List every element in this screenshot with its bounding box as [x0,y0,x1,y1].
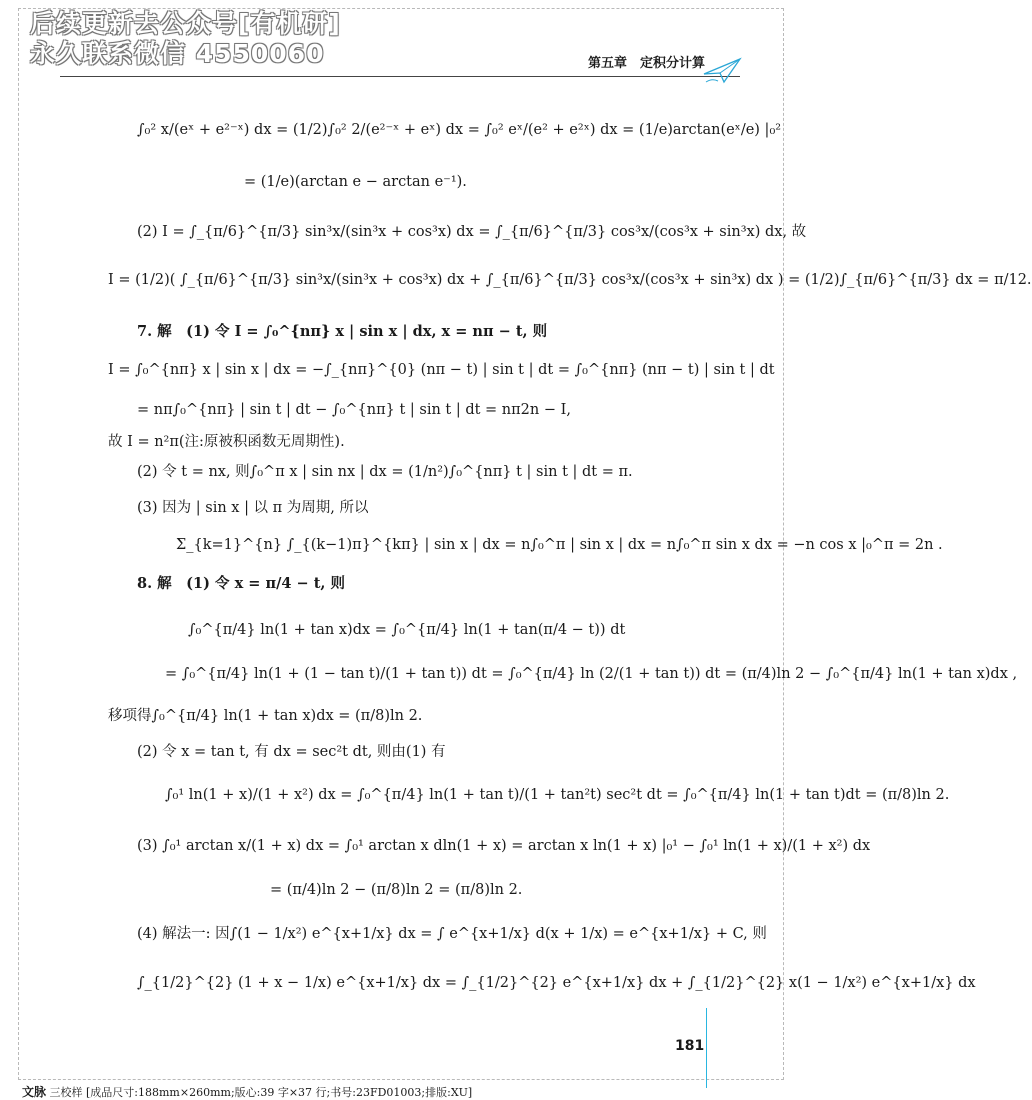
math-line: (3) 因为 | sin x | 以 π 为周期, 所以 [137,500,369,516]
print-footer [22,1083,472,1100]
paper-plane-icon [702,56,742,86]
footer-brand: 文脉 [22,1085,47,1099]
math-line: Σ_{k=1}^{n} ∫_{(k−1)π}^{kπ} | sin x | dx = n∫₀^π | sin x | dx = n∫₀^π sin x dx = −n cos x |₀^π = 2n . [176,537,943,553]
math-line: 8. 解 (1) 令 x = π/4 − t, 则 [137,575,346,592]
math-line: (4) 解法一: 因∫(1 − 1/x²) e^{x+1/x} dx = ∫ e^{x+1/x} d(x + 1/x) = e^{x+1/x} + C, 则 [137,926,767,942]
math-line: ∫₀¹ ln(1 + x)/(1 + x²) dx = ∫₀^{π/4} ln(1 + tan t)/(1 + tan²t) sec²t dt = ∫₀^{π/4} ln(1 + tan t)dt = (π/8)ln 2. [165,787,950,803]
math-line: 7. 解 (1) 令 I = ∫₀^{nπ} x | sin x | dx, x = nπ − t, 则 [137,323,548,340]
math-line: I = (1/2)( ∫_{π/6}^{π/3} sin³x/(sin³x + cos³x) dx + ∫_{π/6}^{π/3} cos³x/(cos³x + sin³x) dx ) = (1/2)∫_{π/6}^{π/3} dx = π/12. [108,272,1032,288]
page-number: 181 [675,1038,705,1054]
watermark-line-1: 后续更新去公众号[有机研] [30,9,341,38]
math-line: 移项得∫₀^{π/4} ln(1 + tan x)dx = (π/8)ln 2. [108,708,423,724]
math-line: = nπ∫₀^{nπ} | sin t | dt − ∫₀^{nπ} t | sin t | dt = nπ2n − I, [137,402,571,418]
math-line: (2) 令 t = nx, 则∫₀^π x | sin nx | dx = (1/n²)∫₀^{nπ} t | sin t | dt = π. [137,464,633,480]
math-line: = (π/4)ln 2 − (π/8)ln 2 = (π/8)ln 2. [270,882,523,898]
math-line: 故 I = n²π(注:原被积函数无周期性). [108,434,345,450]
margin-marker-line [706,1008,707,1088]
math-line: (2) I = ∫_{π/6}^{π/3} sin³x/(sin³x + cos³x) dx = ∫_{π/6}^{π/3} cos³x/(cos³x + sin³x) dx, 故 [137,224,807,240]
watermark-line-2: 永久联系微信 4550060 [30,39,325,68]
math-line: ∫₀^{π/4} ln(1 + tan x)dx = ∫₀^{π/4} ln(1 + tan(π/4 − t)) dt [188,622,626,638]
math-line: (3) ∫₀¹ arctan x/(1 + x) dx = ∫₀¹ arctan x dln(1 + x) = arctan x ln(1 + x) |₀¹ − ∫₀¹ ln(1 + x)/(1 + x²) dx [137,838,871,854]
footer-meta: 三校样 [成品尺寸:188mm×260mm;版心:39 字×37 行;书号:23FD01003;排版:XU] [49,1086,473,1099]
math-line: = (1/e)(arctan e − arctan e⁻¹). [244,174,467,190]
math-line: (2) 令 x = tan t, 有 dx = sec²t dt, 则由(1) 有 [137,744,446,760]
math-line: ∫_{1/2}^{2} (1 + x − 1/x) e^{x+1/x} dx = ∫_{1/2}^{2} e^{x+1/x} dx + ∫_{1/2}^{2} x(1 − 1/x²) e^{x+1/x} dx [137,975,976,991]
header-rule [60,76,740,77]
math-line: I = ∫₀^{nπ} x | sin x | dx = −∫_{nπ}^{0} (nπ − t) | sin t | dt = ∫₀^{nπ} (nπ − t) | sin t | dt [108,362,775,378]
math-line: ∫₀² x/(eˣ + e²⁻ˣ) dx = (1/2)∫₀² 2/(e²⁻ˣ + eˣ) dx = ∫₀² eˣ/(e² + e²ˣ) dx = (1/e)arctan(eˣ/e) |₀² [137,122,782,138]
math-line: = ∫₀^{π/4} ln(1 + (1 − tan t)/(1 + tan t)) dt = ∫₀^{π/4} ln (2/(1 + tan t)) dt = (π/4)ln 2 − ∫₀^{π/4} ln(1 + tan x)dx , [165,666,1018,682]
chapter-header: 第五章 定积分计算 [587,56,705,71]
